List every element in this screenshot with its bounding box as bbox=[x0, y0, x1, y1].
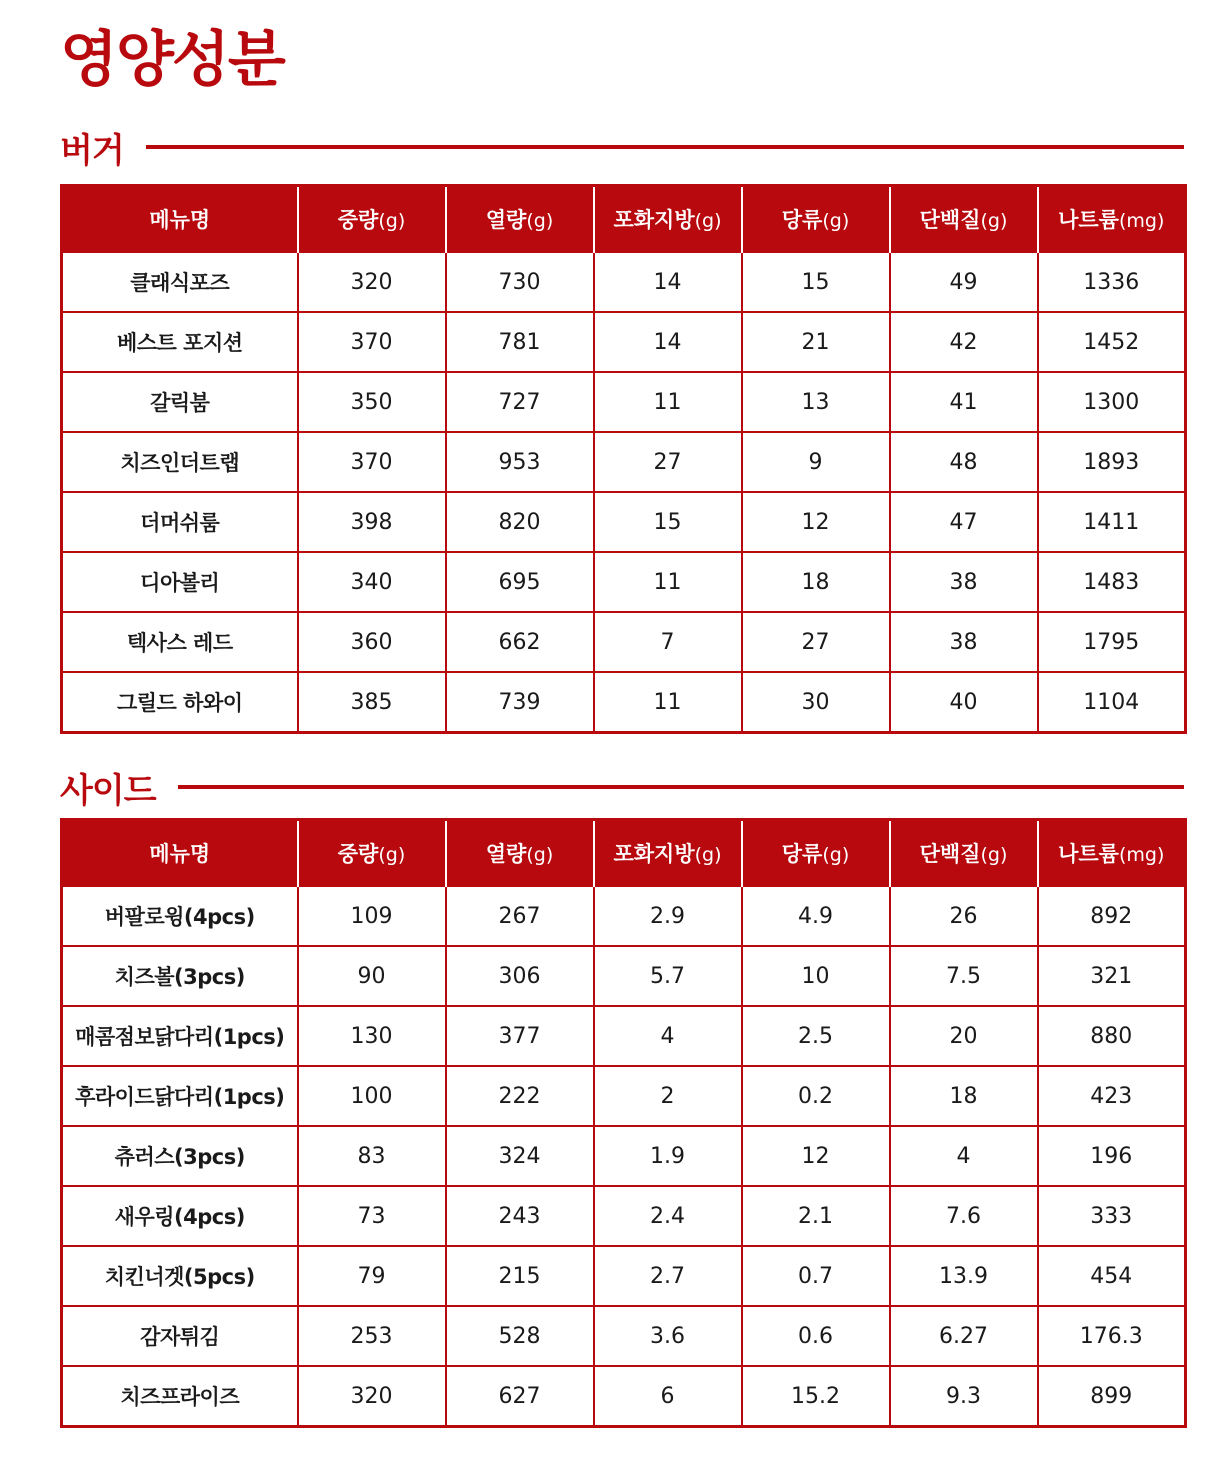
burger-table-body bbox=[62, 252, 1186, 733]
value-cell: 1.9 bbox=[594, 1126, 742, 1186]
value-cell: 320 bbox=[298, 252, 446, 312]
column-header-unit: (g) bbox=[694, 844, 722, 866]
value-cell: 18 bbox=[742, 552, 890, 612]
value-cell: 739 bbox=[446, 672, 594, 733]
column-header-label: 당류 bbox=[781, 842, 823, 866]
value-cell: 2.7 bbox=[594, 1246, 742, 1306]
value-cell: 130 bbox=[298, 1006, 446, 1066]
column-header-protein bbox=[890, 820, 1038, 887]
value-cell: 662 bbox=[446, 612, 594, 672]
value-cell: 320 bbox=[298, 1366, 446, 1427]
value-cell: 7.6 bbox=[890, 1186, 1038, 1246]
menu-name-cell: 클래식포즈 bbox=[62, 252, 298, 312]
value-cell: 9 bbox=[742, 432, 890, 492]
column-header-unit: (g) bbox=[822, 844, 850, 866]
value-cell: 2.9 bbox=[594, 886, 742, 946]
value-cell: 30 bbox=[742, 672, 890, 733]
table-row bbox=[62, 1306, 1186, 1366]
table-row bbox=[62, 1186, 1186, 1246]
value-cell: 13 bbox=[742, 372, 890, 432]
value-cell: 41 bbox=[890, 372, 1038, 432]
table-row bbox=[62, 946, 1186, 1006]
value-cell: 350 bbox=[298, 372, 446, 432]
value-cell: 14 bbox=[594, 312, 742, 372]
value-cell: 892 bbox=[1038, 886, 1186, 946]
menu-name-cell: 그릴드 하와이 bbox=[62, 672, 298, 733]
value-cell: 1336 bbox=[1038, 252, 1186, 312]
column-header-sugar bbox=[742, 820, 890, 887]
value-cell: 243 bbox=[446, 1186, 594, 1246]
column-header-label: 중량 bbox=[337, 842, 379, 866]
menu-name-cell: 매콤점보닭다리(1pcs) bbox=[62, 1006, 298, 1066]
menu-name-cell: 감자튀김 bbox=[62, 1306, 298, 1366]
table-row bbox=[62, 1006, 1186, 1066]
section-header-burger bbox=[60, 127, 1184, 171]
value-cell: 340 bbox=[298, 552, 446, 612]
section-title-side: 사이드 bbox=[60, 770, 156, 811]
table-row bbox=[62, 1066, 1186, 1126]
value-cell: 820 bbox=[446, 492, 594, 552]
section-header-side bbox=[60, 767, 1184, 811]
table-header-row bbox=[62, 186, 1186, 253]
value-cell: 10 bbox=[742, 946, 890, 1006]
value-cell: 4.9 bbox=[742, 886, 890, 946]
column-header-unit: (g) bbox=[378, 844, 406, 866]
value-cell: 781 bbox=[446, 312, 594, 372]
column-header-label: 나트륨 bbox=[1058, 842, 1119, 866]
value-cell: 0.2 bbox=[742, 1066, 890, 1126]
value-cell: 13.9 bbox=[890, 1246, 1038, 1306]
column-header-label: 포화지방 bbox=[613, 842, 695, 866]
value-cell: 79 bbox=[298, 1246, 446, 1306]
value-cell: 880 bbox=[1038, 1006, 1186, 1066]
value-cell: 1452 bbox=[1038, 312, 1186, 372]
table-header-row bbox=[62, 820, 1186, 887]
value-cell: 38 bbox=[890, 612, 1038, 672]
value-cell: 222 bbox=[446, 1066, 594, 1126]
value-cell: 324 bbox=[446, 1126, 594, 1186]
column-header-unit: (g) bbox=[526, 844, 554, 866]
table-row bbox=[62, 372, 1186, 432]
column-header-sugar bbox=[742, 186, 890, 253]
value-cell: 100 bbox=[298, 1066, 446, 1126]
column-header-menu bbox=[62, 186, 298, 253]
section-title-burger: 버거 bbox=[60, 130, 124, 171]
value-cell: 370 bbox=[298, 432, 446, 492]
menu-name-cell: 텍사스 레드 bbox=[62, 612, 298, 672]
value-cell: 730 bbox=[446, 252, 594, 312]
column-header-saturated-fat bbox=[594, 820, 742, 887]
side-nutrition-table bbox=[60, 818, 1187, 1428]
column-header-unit: (g) bbox=[980, 210, 1008, 232]
burger-nutrition-table bbox=[60, 184, 1187, 734]
column-header-unit: (g) bbox=[980, 844, 1008, 866]
value-cell: 9.3 bbox=[890, 1366, 1038, 1427]
column-header-sodium bbox=[1038, 820, 1186, 887]
value-cell: 47 bbox=[890, 492, 1038, 552]
column-header-label: 나트륨 bbox=[1058, 208, 1119, 232]
section-divider bbox=[146, 145, 1184, 149]
value-cell: 370 bbox=[298, 312, 446, 372]
value-cell: 7 bbox=[594, 612, 742, 672]
side-table-body bbox=[62, 886, 1186, 1427]
menu-name-cell: 치킨너겟(5pcs) bbox=[62, 1246, 298, 1306]
value-cell: 38 bbox=[890, 552, 1038, 612]
table-row bbox=[62, 1246, 1186, 1306]
menu-name-cell: 치즈인더트랩 bbox=[62, 432, 298, 492]
value-cell: 0.6 bbox=[742, 1306, 890, 1366]
value-cell: 360 bbox=[298, 612, 446, 672]
column-header-calories bbox=[446, 820, 594, 887]
value-cell: 627 bbox=[446, 1366, 594, 1427]
value-cell: 377 bbox=[446, 1006, 594, 1066]
value-cell: 1795 bbox=[1038, 612, 1186, 672]
value-cell: 695 bbox=[446, 552, 594, 612]
table-row bbox=[62, 252, 1186, 312]
value-cell: 528 bbox=[446, 1306, 594, 1366]
value-cell: 1411 bbox=[1038, 492, 1186, 552]
value-cell: 253 bbox=[298, 1306, 446, 1366]
value-cell: 176.3 bbox=[1038, 1306, 1186, 1366]
column-header-calories bbox=[446, 186, 594, 253]
table-row bbox=[62, 612, 1186, 672]
value-cell: 90 bbox=[298, 946, 446, 1006]
value-cell: 0.7 bbox=[742, 1246, 890, 1306]
table-row bbox=[62, 432, 1186, 492]
value-cell: 11 bbox=[594, 552, 742, 612]
value-cell: 48 bbox=[890, 432, 1038, 492]
table-row bbox=[62, 552, 1186, 612]
value-cell: 215 bbox=[446, 1246, 594, 1306]
value-cell: 12 bbox=[742, 1126, 890, 1186]
value-cell: 306 bbox=[446, 946, 594, 1006]
menu-name-cell: 치즈프라이즈 bbox=[62, 1366, 298, 1427]
value-cell: 196 bbox=[1038, 1126, 1186, 1186]
value-cell: 11 bbox=[594, 672, 742, 733]
value-cell: 14 bbox=[594, 252, 742, 312]
column-header-label: 메뉴명 bbox=[149, 208, 211, 232]
value-cell: 21 bbox=[742, 312, 890, 372]
value-cell: 321 bbox=[1038, 946, 1186, 1006]
value-cell: 5.7 bbox=[594, 946, 742, 1006]
value-cell: 109 bbox=[298, 886, 446, 946]
value-cell: 4 bbox=[594, 1006, 742, 1066]
value-cell: 727 bbox=[446, 372, 594, 432]
value-cell: 1300 bbox=[1038, 372, 1186, 432]
table-row bbox=[62, 492, 1186, 552]
value-cell: 49 bbox=[890, 252, 1038, 312]
value-cell: 83 bbox=[298, 1126, 446, 1186]
value-cell: 1483 bbox=[1038, 552, 1186, 612]
value-cell: 2.4 bbox=[594, 1186, 742, 1246]
table-row bbox=[62, 1366, 1186, 1427]
column-header-menu bbox=[62, 820, 298, 887]
column-header-label: 포화지방 bbox=[613, 208, 695, 232]
value-cell: 42 bbox=[890, 312, 1038, 372]
value-cell: 398 bbox=[298, 492, 446, 552]
value-cell: 1893 bbox=[1038, 432, 1186, 492]
column-header-label: 당류 bbox=[781, 208, 823, 232]
value-cell: 11 bbox=[594, 372, 742, 432]
column-header-weight bbox=[298, 186, 446, 253]
value-cell: 7.5 bbox=[890, 946, 1038, 1006]
menu-name-cell: 디아볼리 bbox=[62, 552, 298, 612]
value-cell: 267 bbox=[446, 886, 594, 946]
value-cell: 73 bbox=[298, 1186, 446, 1246]
menu-name-cell: 새우링(4pcs) bbox=[62, 1186, 298, 1246]
menu-name-cell: 갈릭붐 bbox=[62, 372, 298, 432]
column-header-unit: (g) bbox=[694, 210, 722, 232]
column-header-sodium bbox=[1038, 186, 1186, 253]
menu-name-cell: 베스트 포지션 bbox=[62, 312, 298, 372]
column-header-label: 중량 bbox=[337, 208, 379, 232]
value-cell: 15 bbox=[742, 252, 890, 312]
value-cell: 6.27 bbox=[890, 1306, 1038, 1366]
column-header-unit: (g) bbox=[526, 210, 554, 232]
value-cell: 6 bbox=[594, 1366, 742, 1427]
column-header-label: 단백질 bbox=[919, 208, 981, 232]
menu-name-cell: 더머쉬룸 bbox=[62, 492, 298, 552]
column-header-label: 열량 bbox=[485, 842, 527, 866]
column-header-weight bbox=[298, 820, 446, 887]
column-header-label: 열량 bbox=[485, 208, 527, 232]
menu-name-cell: 후라이드닭다리(1pcs) bbox=[62, 1066, 298, 1126]
value-cell: 26 bbox=[890, 886, 1038, 946]
value-cell: 20 bbox=[890, 1006, 1038, 1066]
value-cell: 15.2 bbox=[742, 1366, 890, 1427]
value-cell: 27 bbox=[594, 432, 742, 492]
menu-name-cell: 버팔로윙(4pcs) bbox=[62, 886, 298, 946]
column-header-unit: (mg) bbox=[1118, 210, 1165, 232]
column-header-label: 단백질 bbox=[919, 842, 981, 866]
value-cell: 333 bbox=[1038, 1186, 1186, 1246]
column-header-unit: (g) bbox=[822, 210, 850, 232]
menu-name-cell: 츄러스(3pcs) bbox=[62, 1126, 298, 1186]
value-cell: 2.5 bbox=[742, 1006, 890, 1066]
value-cell: 40 bbox=[890, 672, 1038, 733]
value-cell: 1104 bbox=[1038, 672, 1186, 733]
value-cell: 27 bbox=[742, 612, 890, 672]
value-cell: 18 bbox=[890, 1066, 1038, 1126]
column-header-label: 메뉴명 bbox=[149, 842, 211, 866]
page-title: 영양성분 bbox=[60, 25, 284, 95]
value-cell: 423 bbox=[1038, 1066, 1186, 1126]
value-cell: 385 bbox=[298, 672, 446, 733]
table-row bbox=[62, 1126, 1186, 1186]
column-header-unit: (g) bbox=[378, 210, 406, 232]
value-cell: 3.6 bbox=[594, 1306, 742, 1366]
value-cell: 2.1 bbox=[742, 1186, 890, 1246]
value-cell: 454 bbox=[1038, 1246, 1186, 1306]
value-cell: 953 bbox=[446, 432, 594, 492]
column-header-unit: (mg) bbox=[1118, 844, 1165, 866]
section-divider bbox=[178, 785, 1184, 789]
menu-name-cell: 치즈볼(3pcs) bbox=[62, 946, 298, 1006]
value-cell: 899 bbox=[1038, 1366, 1186, 1427]
value-cell: 2 bbox=[594, 1066, 742, 1126]
column-header-saturated-fat bbox=[594, 186, 742, 253]
column-header-protein bbox=[890, 186, 1038, 253]
value-cell: 15 bbox=[594, 492, 742, 552]
table-row bbox=[62, 672, 1186, 733]
value-cell: 12 bbox=[742, 492, 890, 552]
table-row bbox=[62, 886, 1186, 946]
table-row bbox=[62, 312, 1186, 372]
value-cell: 4 bbox=[890, 1126, 1038, 1186]
